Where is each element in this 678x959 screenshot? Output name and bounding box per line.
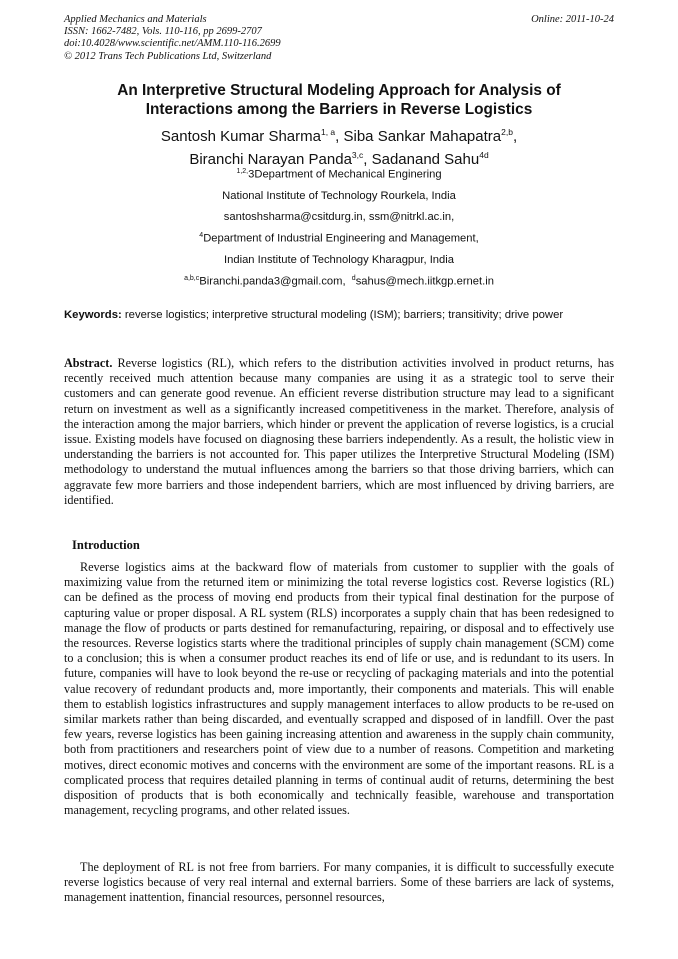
keywords-label: Keywords: bbox=[64, 309, 122, 321]
author-4-sup: 4d bbox=[479, 150, 489, 160]
keywords-section bbox=[64, 308, 614, 323]
affiliation-dept-1-sup: 1,2, bbox=[236, 168, 249, 175]
abstract-label: Abstract. bbox=[64, 356, 113, 370]
affiliation-dept-2: $^4$Department of Industrial Engineering and Management, bbox=[199, 232, 479, 245]
author-1: Santosh Kumar Sharma bbox=[160, 128, 321, 145]
journal-name: Applied Mechanics and Materials bbox=[64, 14, 207, 25]
affiliation-emails-2: $^{a,b,c}$Biranchi.panda3@gmail.com, $^d$sahus@mech.iitkgp.ernet.in bbox=[184, 275, 494, 288]
issn-line: ISSN: 1662-7482, Vols. 110-116, pp 2699-2707 bbox=[64, 26, 262, 38]
author-3-sup: 3,c bbox=[351, 150, 364, 160]
author-list bbox=[64, 123, 614, 169]
affiliation-dept-1: $^{1,2,}$3Department of Mechanical Enginering bbox=[236, 168, 442, 181]
author-line-2: Biranchi Narayan Panda$^{3,c}$, Sadanand Sahu$^{4d}$ bbox=[189, 150, 489, 168]
intro-para-2-text: The deployment of RL is not free from barriers. For many companies, it is difficult to successfully execute reverse logistics because of very real internal and external barriers. Some of these barriers are lack of systems, management inattention, financial resources, personnel resources, bbox=[64, 860, 614, 905]
journal-header bbox=[64, 14, 424, 63]
affiliation-emails-1: santoshsharma@csitdurg.in, ssm@nitrkl.ac.in, bbox=[223, 211, 455, 223]
affiliation-emails-2-sup-d: d bbox=[351, 275, 356, 282]
abstract-text: Reverse logistics (RL), which refers to the distribution activities involved in product returns, has recently received much attention because many companies are using it as a strategic tool to serve their customers and can generate good revenue. An efficient reverse distribution structure may lead to a significant return on investment as well as a significantly increased competitiveness in the market. Therefore, analysis of the interaction among the major barriers, which hinder or prevent the application of reverse logistics, is a crucial issue. Existing models have focused on diagnosing these barriers independently. As a result, the holistic view in understanding the barriers is not accounted for. This paper utilizes the Interpretive Structural Modeling (ISM) methodology to understand the mutual influences among the barriers so that those driving barriers, which can aggravate few more barriers and those independent barriers, which are most influenced by driving barriers, are identified. bbox=[64, 356, 614, 507]
abstract-section bbox=[64, 356, 614, 508]
affiliation-emails-2-sup: a,b,c bbox=[184, 275, 200, 282]
author-line-1: Santosh Kumar Sharma$^{1, a}$, Siba Sankar Mahapatra$^{2,b}$, bbox=[160, 127, 518, 145]
author-1-sup: 1, a bbox=[320, 127, 336, 137]
affiliation-inst-2: Indian Institute of Technology Kharagpur, India bbox=[224, 254, 454, 266]
introduction-paragraph-2 bbox=[64, 860, 614, 906]
author-3: Biranchi Narayan Panda bbox=[189, 151, 352, 168]
introduction-paragraph-1 bbox=[64, 560, 614, 818]
doi-line: doi:10.4028/www.scientific.net/AMM.110-116.2699 bbox=[64, 38, 281, 50]
introduction-heading: Introduction bbox=[72, 538, 140, 552]
keywords-text: reverse logistics; interpretive structural modeling (ISM); barriers; transitivity; drive power bbox=[124, 309, 564, 321]
copyright-line: © 2012 Trans Tech Publications Ltd, Switzerland bbox=[64, 50, 272, 62]
online-date: Online: 2011-10-24 bbox=[531, 14, 614, 25]
author-2-sup: 2,b bbox=[501, 127, 513, 137]
author-2: Siba Sankar Mahapatra bbox=[343, 128, 502, 145]
intro-para-1-text: Reverse logistics aims at the backward flow of materials from customer to supplier with the goals of maximizing value from the returned item or minimizing the total reverse logistics cost. Reverse logistics (RL) can be defined as the process of moving end products from their typical final destination for the purpose of capturing value or proper disposal. A RL system (RLS) incorporates a supply chain that has been redesigned to manage the flow of products or parts destined for remanufacturing, repairing, or disposal and to effectively use the resources. Reverse logistics starts where the traditional principles of supply chain management (SCM) come to a conclusion; this is when a consumer product reaches its end of life or use, and is redundant to its users. In future, companies will have to look beyond the re-use or recycling of packaging materials and into the potential value recovery of redundant products and, more importantly, their components and materials. This will enable them to establish logistics infrastructures and supply management interfaces to allow products to be re-used on similar markets rather than being discarded, and eventually scrapped and disposed of in landfill. Over the past few years, reverse logistics has been gaining increasing attention and awareness in the supply chain community, both from practitioners and researchers point of view due to a number of reasons. Competition and marketing motives, direct economic motives and concerns with the environment are some of the important reasons. RL is a complicated process that requires detailed planning in terms of continual audit of returns, determining the best disposition of products that is both economically and technically feasible, warehouse and transportation management, recycling programs, and other related issues. bbox=[64, 560, 614, 818]
title-line-1: An Interpretive Structural Modeling Approach for Analysis of bbox=[117, 82, 561, 99]
affiliation-inst-1: National Institute of Technology Rourkela, India bbox=[222, 190, 456, 202]
title-line-2: Interactions among the Barriers in Reverse Logistics bbox=[145, 101, 533, 118]
paper-title bbox=[64, 81, 614, 119]
author-4: Sadanand Sahu bbox=[371, 151, 480, 168]
affiliation-dept-2-sup: 4 bbox=[199, 232, 204, 239]
